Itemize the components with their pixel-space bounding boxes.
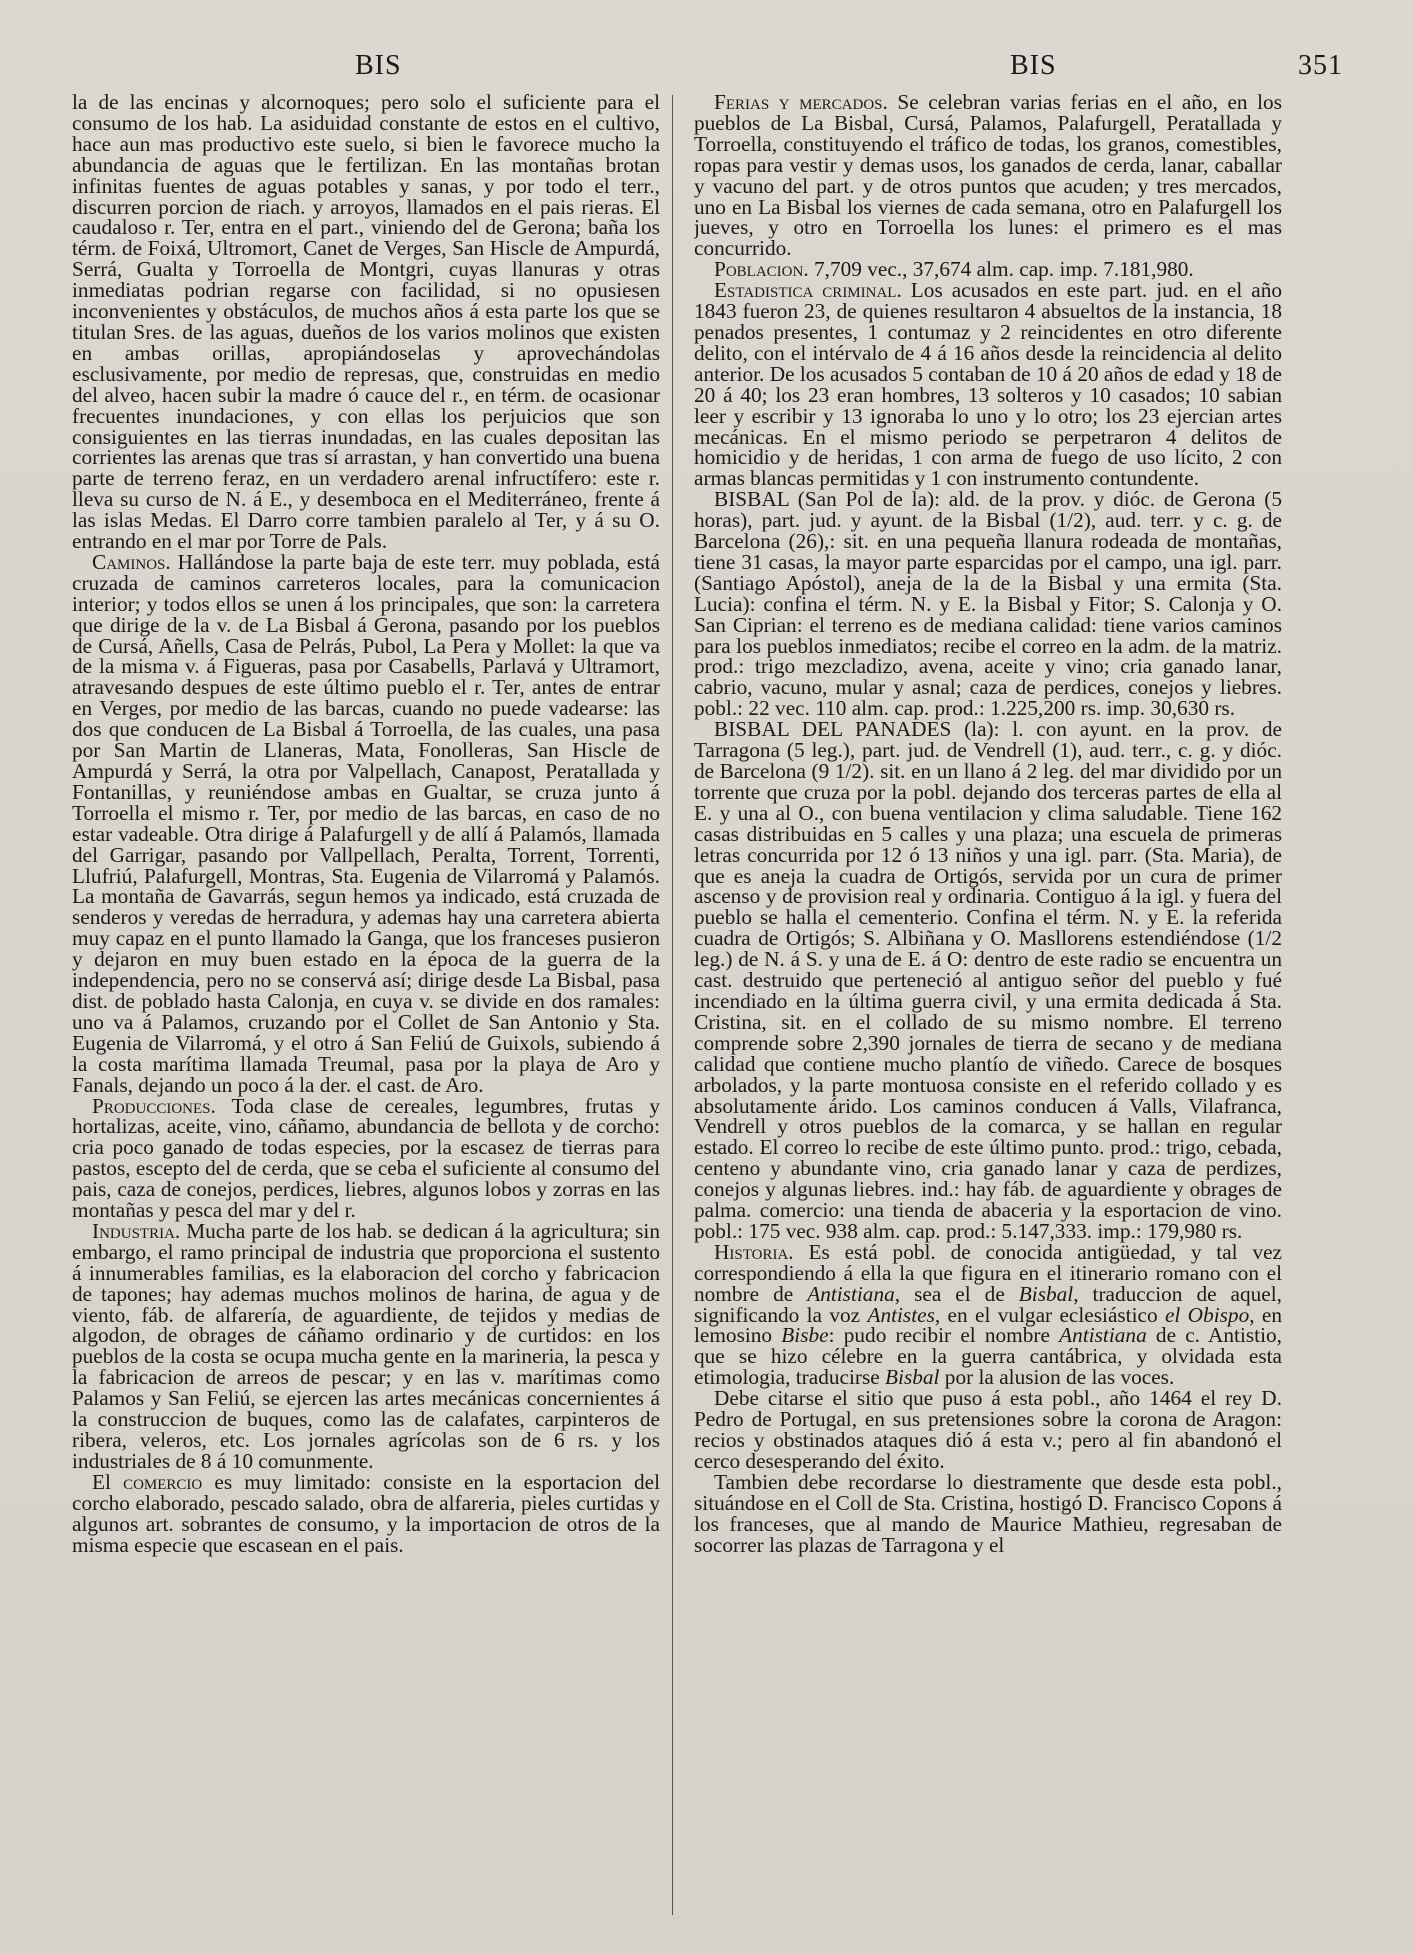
section-label: Ferias y mercados. xyxy=(714,92,888,114)
section-label: Historia. xyxy=(714,1239,794,1264)
right-running-title: BIS xyxy=(1010,50,1057,81)
paragraph-caminos: Caminos. Hallándose la parte baja de este terr. muy poblada, está cruzada de caminos carreteros locales, para la comunicacion interior; y todos ellos se unen á los principales, que son: la carretera que dirige de la v. de La Bisbal á Gerona, pasando por los pueblos de Cursá, Añells, Casa de Pelrás, Pubol, La Pera y Mollet: la que va de la misma v. á Figueras, pasa por Casabells, Parlavá y Ultramort, atravesando despues de este último pueblo el r. Ter, antes de entrar en Verges, por medio de las barcas, cuando no puede vadearse: las dos que conducen de La Bisbal á Torroella, de las cuales, una pasa por San Martin de Llaneras, Mata, Fonolleras, San Hiscle de Ampurdá y Serrá, la otra por Valpellach, Canapost, Peratallada y Fontanillas, y reuniéndose ambas en Gualtar, se cruza junto á Torroella el mismo r. Ter, por medio de las barcas, en caso de no estar vadeable. Otra dirige á Palafurgell y de allí á Palamós, llamada del Garrigar, pasando por Vallpellach, Peralta, Torrent, Torrenti, Llufriú, Palafurgell, Montras, Sta. Eugenia de Vilarromá y Palamós. La montaña de Gavarrás, segun hemos ya indicado, está cruzada de senderos y veredas de herradura, y ademas hay una carretera abierta muy capaz en el punto llamado la Ganga, que los franceses pusieron y dejaron en muy buen estado en la época de la guerra de la independencia, pero no se conservá así; dirige desde La Bisbal, pasa dist. de poblado hasta Calonja, en cuya v. se divide en dos ramales: uno va á Palamos, cruzando por el Collet de San Antonio y Sta. Eugenia de Vilarromá, y el otro á San Feliú de Guixols, subiendo á la costa marítima llamada Treumal, pasa por la playa de Aro y Fanals, dejando un poco á la der. el cast. de Aro. xyxy=(72,549,660,1097)
paragraph-ferias: Ferias y mercados. Se celebran varias ferias en el año, en los pueblos de La Bisbal, Cursá, Palamos, Palafurgell, Peratallada y Torroella, constituyendo el tráfico de todas, los granos, comestibles, ropas para vestir y demas usos, los ganados de cerda, lanar, caballar y vacuno del part. y de otros puntos que acuden; y tres mercados, uno en La Bisbal los viernes de cada semana, otro en Palafurgell los jueves, y otro en Torroella los lunes: el primero es el mas concurrido. xyxy=(694,92,1282,261)
section-label: Producciones. xyxy=(92,1093,216,1118)
paragraph-estadistica: Estadistica criminal. Los acusados en este part. jud. en el año 1843 fueron 23, de quienes resultaron 4 absueltos de la instancia, 18 penados presentes, 1 contumaz y 2 reincidentes en otro diferente delito, con el intérvalo de 4 á 16 años desde la reincidencia al delito anterior. De los acusados 5 contaban de 10 á 20 años de edad y 18 de 20 á 40; los 23 eran hombres, 13 solteros y 10 casados; 10 sabian leer y escribir y 13 ignoraba lo uno y lo otro; los 23 ejercian artes mecánicas. En el mismo periodo se perpetraron 4 delitos de homicidio y de heridas, 1 con arma de fuego de uso lícito, 2 con armas blancas permitidas y 1 con instrumento contundente. xyxy=(694,278,1282,491)
paragraph-water: la de las encinas y alcornoques; pero solo el suficiente para el consumo de los hab. La asiduidad constante de estos en el cultivo, hace aun mas productivo este suelo, si bien le favorece mucho la abundancia de aguas que le fertilizan. En las montañas brotan infinitas fuentes de aguas potables y sanas, y por todo el terr., discurren porcion de riach. y arroyos, llamados en el pais rieras. El caudaloso r. Ter, entra en el part., viniendo del de Gerona; baña los térm. de Foixá, Ultromort, Canet de Verges, San Hiscle de Ampurdá, Serrá, Gualta y Torroella de Montgri, cuyas llanuras y otras inmediatas podrian regarse con facilidad, si no opusiesen inconvenientes y obstáculos, de muchos años á esta parte los que se titulan Sres. de las aguas, dueños de los varios molinos que existen en ambas orillas, apropiándoselas y aprovechándolas esclusivamente, por medio de represas, que, construidas en medio del alveo, hacen subir la madre ó cauce del r., en térm. de ocasionar frecuentes inundaciones, y con ellas los perjuicios que son consiguientes en las tierras inundadas, en las cuales depositan las corrientes las arenas que tras sí arrastan, y han convertido una buena parte de terreno feraz, en un verdadero arenal infructífero: este r. lleva su curso de N. á E., y desemboca en el Mediterráneo, frente á las islas Medas. El Darro corre tambien paralelo al Ter, y á su O. entrando en el mar por Torre de Pals. xyxy=(72,92,660,554)
paragraph-poblacion: Poblacion. 7,709 vec., 37,674 alm. cap. imp. 7.181,980. xyxy=(714,257,1194,282)
left-running-title: BIS xyxy=(355,50,402,81)
left-column xyxy=(72,92,660,1922)
paragraph-copons: Tambien debe recordarse lo diestramente que desde esta pobl., situándose en el Coll de Sta. Cristina, hostigó D. Francisco Copons á los franceses, que al mando de Maurice Mathieu, regresaban de socorrer las plazas de Tarragona y el xyxy=(694,1469,1282,1557)
paragraph-historia: Historia. Es está pobl. de conocida antigüedad, y tal vez correspondiendo á ella la que figura en el itinerario romano con el nombre de Antistiana, sea el de Bisbal, traduccion de aquel, significando la voz Antistes, en el vulgar eclesiástico el Obispo, en lemosino Bisbe: pudo recibir el nombre Antistiana de c. Antistio, que se hizo célebre en la guerra cantábrica, y olvidada esta etimologia, traducirse Bisbal por la alusion de las voces. xyxy=(694,1239,1282,1390)
paragraph-comercio: El comercio es muy limitado: consiste en la esportacion del corcho elaborado, pescado salado, obra de alfareria, pieles curtidas y algunos art. sobrantes de consumo, y la importacion de otros de la misma especie que escasean en el pais. xyxy=(72,1469,660,1557)
column-divider xyxy=(672,95,673,1915)
paragraph-producciones: Producciones. Toda clase de cereales, legumbres, frutas y hortalizas, aceite, vino, cáñamo, abundancia de bellota y de corcho: cria poco ganado de todas especies, por la escasez de tierras para pastos, escepto del de cerda, que se ceba el suficiente al consumo del pais, caza de conejos, perdices, liebres, algunos lobos y zorras en las montañas y pesca del mar y del r. xyxy=(72,1093,660,1223)
entry-bisbal-san-pol: BISBAL (San Pol de la): ald. de la prov. y dióc. de Gerona (5 horas), part. jud. y ayunt. de la Bisbal (1/2), aud. terr. y c. g. de Barcelona (26),: sit. en una pequeña llanura rodeada de montañas, tiene 31 casas, la mayor parte esparcidas por el campo, una igl. parr. (Santiago Apóstol), aneja de la de la Bisbal y una ermita (Sta. Lucia): confina el térm. N. y E. la Bisbal y Fitor; S. Calonja y O. San Ciprian: el terreno es de mediana calidad: tiene varios caminos para los pueblos inmediatos; recibe el correo en la adm. de la matriz. prod.: trigo mezcladizo, avena, aceite y vino; cria ganado lanar, cabrio, vacuno, mular y asnal; caza de perdices, conejos y liebres. pobl.: 22 vec. 110 alm. cap. prod.: 1.225,200 rs. imp. 30,630 rs. xyxy=(694,487,1282,721)
paragraph-sitio: Debe citarse el sitio que puso á esta pobl., año 1464 el rey D. Pedro de Portugal, en sus pretensiones sobre la corona de Aragon: recios y obstinados ataques dió á esta v.; pero al fin abandonó el cerco desesperando del éxito. xyxy=(694,1386,1282,1473)
entry-headword: BISBAL DEL PANADES (la): xyxy=(714,717,1000,742)
paragraph-industria: Industria. Mucha parte de los hab. se dedican á la agricultura; sin embargo, el ramo principal de industria que proporciona el sustento á innumerables familias, es la elaboracion del corcho y fabricacion de tapones; hay ademas muchos molinos de harina, de agua y de viento, fáb. de alfarería, de aguardiente, de tejidos y medias de algodon, de obrages de cáñamo ordinario y de curtidos: en los pueblos de la costa se ocupa mucha gente en la marineria, la pesca y la fabricacion de arreos de pescar; y en las v. marítimas como Palamos y San Feliú, se ejercen las artes mecánicas concernientes á la construccion de buques, como las de calafates, carpinteros de ribera, veleros, etc. Los jornales agrícolas son de 6 rs. y los industriales de 8 á 10 comunmente. xyxy=(72,1218,660,1473)
section-label: Caminos. xyxy=(92,549,171,574)
entry-bisbal-del-panades: BISBAL DEL PANADES (la): l. con ayunt. en la prov. de Tarragona (5 leg.), part. jud. de Vendrell (1), aud. terr., c. g. y dióc. de Barcelona (9 1/2). sit. en un llano á 2 leg. del mar dividido por un torrente que cruza por la pobl. dejando dos terceras partes de ella al E. y una al O., con buena ventilacion y clima saludable. Tiene 162 casas distribuidas en 5 calles y una plaza; una escuela de primeras letras concurrida por 12 ó 13 niños y una igl. parr. (Sta. Maria), de que es aneja la cuadra de Ortigós, servida por un cura de primer ascenso y de provision real y ordinaria. Contiguo á la igl. y fuera del pueblo se halla el cementerio. Confina el térm. N. y E. la referida cuadra de Ortigós; S. Albiñana y O. Masllorens estendiéndose (1/2 leg.) de N. á S. y una de E. á O: dentro de este radio se encuentra un cast. destruido que perteneció al antiguo señor del pueblo y fué incendiado en la última guerra civil, y una ermita dedicada á Sta. Cristina, sit. en el collado de su mismo nombre. El terreno comprende sobre 2,390 jornales de tierra de secano y de mediana calidad que contiene mucho plantío de viñedo. Carece de bosques arbolados, y la parte montuosa consiste en el referido collado y es absolutamente árido. Los caminos conducen á Valls, Vilafranca, Vendrell y otros pueblos de la comarca, y se hallan en regular estado. El correo lo recibe de este último punto. prod.: trigo, cebada, centeno y abundante vino, cria ganado lanar y caza de perdizes, conejos y algunas liebres. ind.: hay fáb. de aguardiente y obrages de palma. comercio: una tienda de abaceria y la esportacion de vino. pobl.: 175 vec. 938 alm. cap. prod.: 5.147,333. imp.: 179,980 rs. xyxy=(694,717,1282,1243)
section-label: Poblacion. xyxy=(714,257,809,282)
section-label: Industria. xyxy=(92,1218,181,1243)
entry-headword: BISBAL (San Pol de la): xyxy=(714,487,940,512)
right-column xyxy=(694,92,1282,1922)
running-header xyxy=(70,50,1343,90)
page-number: 351 xyxy=(1298,50,1343,81)
section-label: Estadistica criminal. xyxy=(714,278,902,303)
section-label: comercio xyxy=(123,1469,203,1494)
